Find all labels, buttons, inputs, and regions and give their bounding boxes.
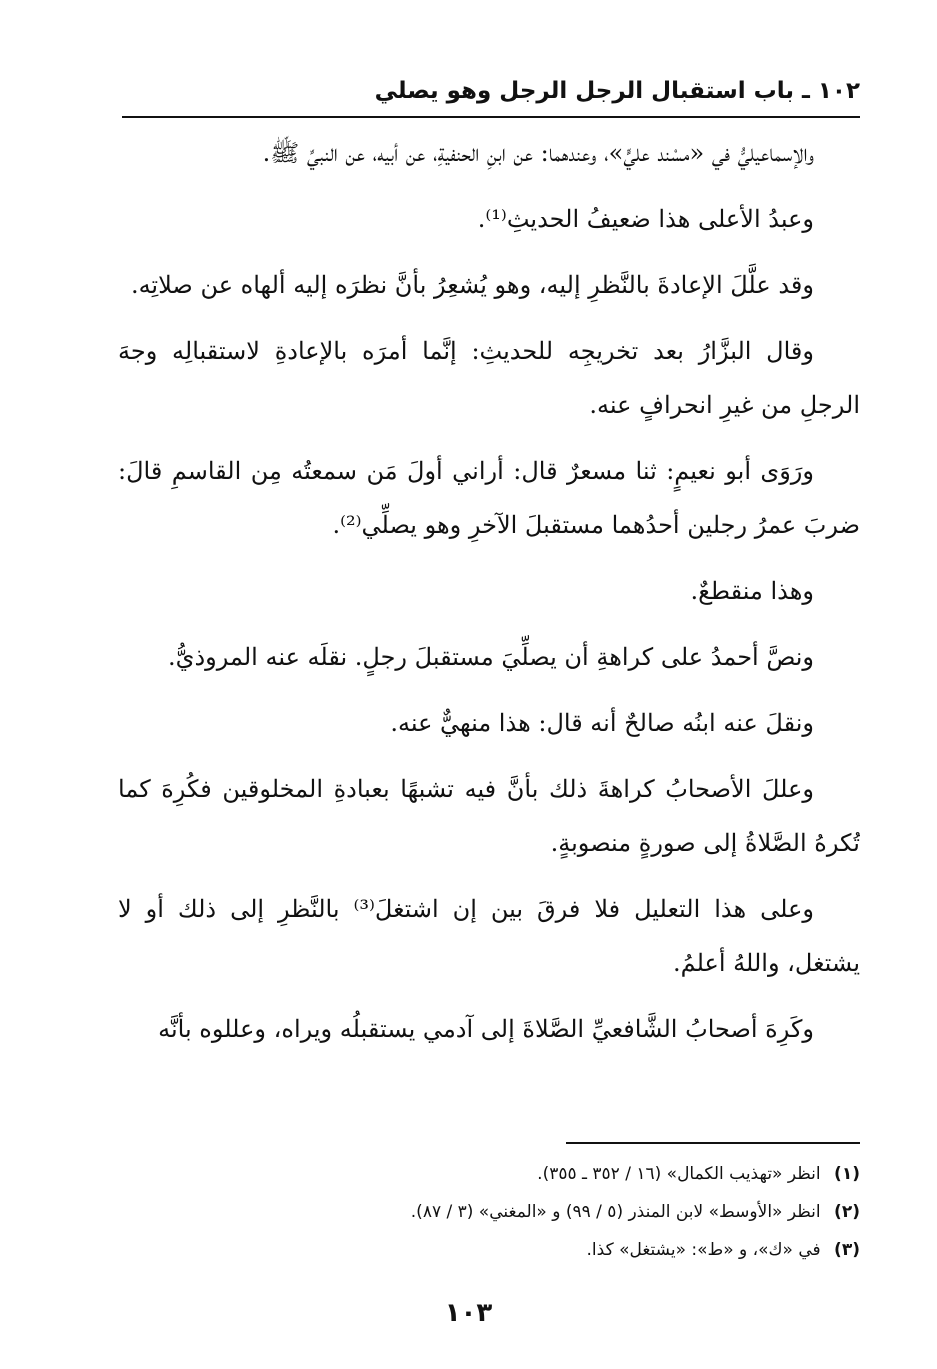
- paragraph: وقد علَّلَ الإعادةَ بالنَّظرِ إليه، وهو يُشعِرُ بأنَّ نظرَه إليه ألهاه عن صلاتِه.: [130, 271, 814, 299]
- chapter-title: ١٠٢ ـ باب استقبال الرجل الرجل وهو يصلي: [374, 78, 860, 104]
- footnote-text: انظر «الأوسط» لابن المنذر (٥ / ٩٩) و «المغني» (٣ / ٨٧).: [410, 1202, 821, 1222]
- paragraph: وعبدُ الأعلى هذا ضعيفُ الحديثِ⁽¹⁾.: [477, 205, 814, 233]
- footnote-text: انظر «تهذيب الكمال» (١٦ / ٣٥٢ ـ ٣٥٥).: [537, 1164, 821, 1184]
- paragraph: ورَوَى أبو نعيمٍ: ثنا مسعرٌ قال: أراني أولَ مَن سمعتُه مِن القاسمِ قالَ: ضربَ عمرُ رجلين أحدُهما مستقبلَ الآخرِ وهو يصلِّي⁽²⁾.: [118, 457, 860, 539]
- footnote: [118, 1196, 860, 1228]
- footnote-number: (١): [834, 1164, 860, 1184]
- paragraph: ونقلَ عنه ابنُه صالحٌ أنه قال: هذا منهيٌّ عنه.: [390, 709, 814, 737]
- footnote-number: (٢): [834, 1202, 860, 1222]
- paragraph: وعللَ الأصحابُ كراهةَ ذلك بأنَّ فيه تشبهًا بعبادةِ المخلوقين فكُرِهَ كما تُكرهُ الصَّلاةُ إلى صورةٍ منصوبةٍ.: [118, 775, 860, 857]
- paragraph: وعلى هذا التعليل فلا فرقَ بين إن اشتغلَ⁽³⁾ بالنَّظرِ إلى ذلك أو لا يشتغل، واللهُ أعلمُ.: [118, 895, 860, 977]
- footnotes: [118, 1158, 860, 1272]
- paragraph: وهذا منقطعٌ.: [690, 577, 814, 605]
- paragraph: وكَرِهَ أصحابُ الشَّافعيِّ الصَّلاةَ إلى آدمي يستقبلُه ويراه، وعللوه بأنَّه: [158, 1015, 814, 1043]
- footnote: [118, 1234, 860, 1266]
- running-header: [122, 64, 860, 118]
- footnote: [118, 1158, 860, 1190]
- page-number: ١٠٣: [444, 1298, 493, 1328]
- paragraph: والإسماعيليُّ في «مسْند عليٍّ»، وعندهما: عن ابنِ الحنفيةِ، عن أبيه، عن النبيِّ ﷺ.: [262, 139, 814, 167]
- footnote-separator: [566, 1142, 860, 1144]
- footnote-number: (٣): [834, 1240, 860, 1260]
- paragraph: وقال البزَّارُ بعد تخريجِه للحديثِ: إنَّما أمرَه بالإعادةِ لاستقبالِه وجهَ الرجلِ من غيرِ انحرافٍ عنه.: [118, 337, 860, 419]
- footnote-text: في «ك»، و «ط»: «يشتغل» كذا.: [586, 1240, 821, 1260]
- main-text: [118, 126, 860, 1126]
- paragraph: ونصَّ أحمدُ على كراهةِ أن يصلِّيَ مستقبلَ رجلٍ. نقلَه عنه المروذيُّ.: [168, 643, 814, 671]
